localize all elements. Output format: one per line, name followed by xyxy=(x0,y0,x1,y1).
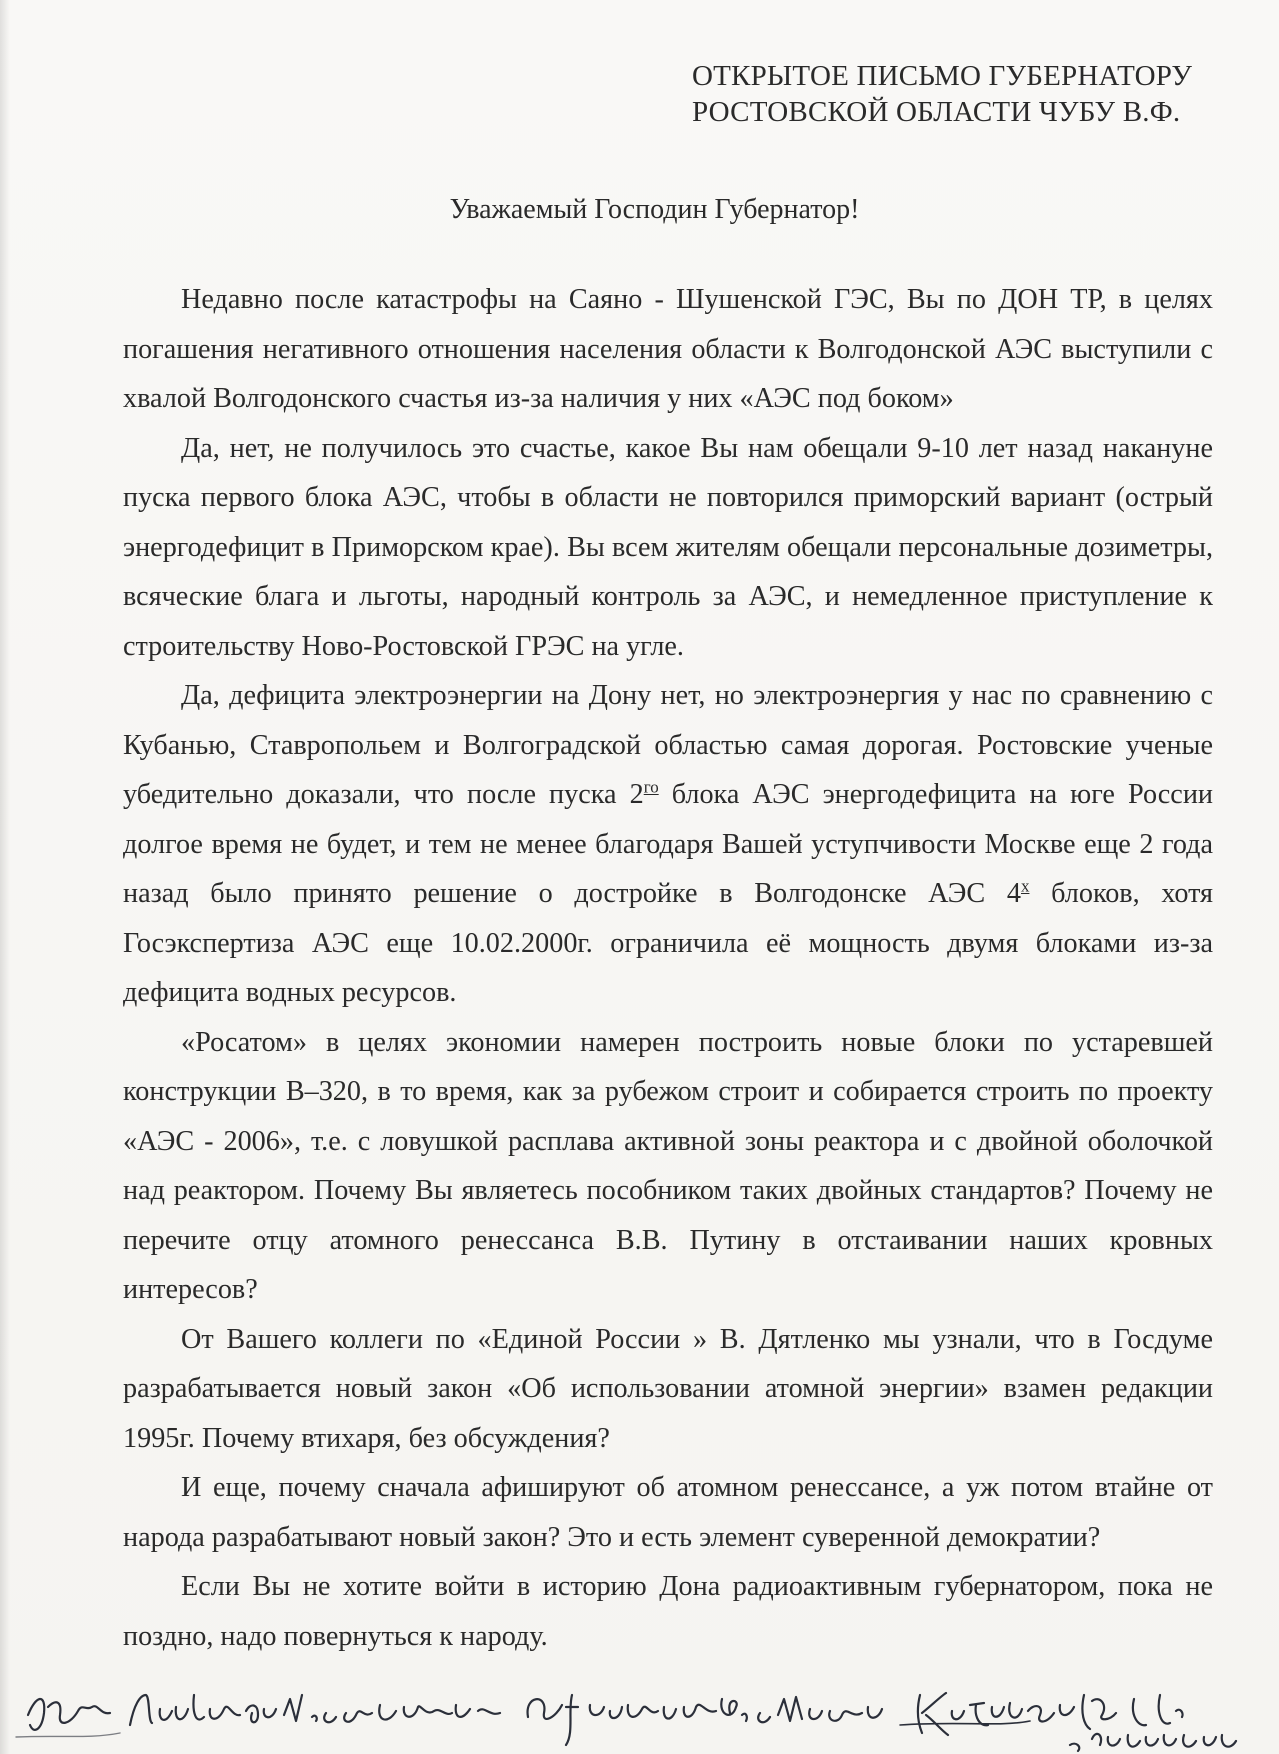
paragraph-2: Да, нет, не получилось это счастье, какое Вы нам обещали 9-10 лет назад накануне пуска первого блока АЭС, чтобы в области не повторился приморский вариант (острый энергодефицит в Приморском крае). Вы всем жителям обещали персональные дозиметры, всяческие блага и льготы, народный контроль за АЭС, и немедленное приступление к строительству Ново-Ростовской ГРЭС на угле. xyxy=(123,432,1213,662)
paragraph-4: «Росатом» в целях экономии намерен построить новые блоки по устаревшей конструкции В–320, в то время, как за рубежом строит и собирается строить по проекту «АЭС - 2006», т.е. с ловушкой расплава активной зоны реактора и с двойной оболочкой над реактором. Почему Вы являетесь пособником таких двойных стандартов? Почему не перечите отцу атомного ренессанса В.В. Путину в отстаивании наших кровных интересов? xyxy=(123,1026,1213,1305)
paragraph-7: Если Вы не хотите войти в историю Дона радиоактивным губернатором, пока не поздно, надо повернуться к народу. xyxy=(123,1571,1213,1652)
superscript-go: го xyxy=(643,777,659,797)
salutation: Уважаемый Господин Губернатор! xyxy=(449,194,860,225)
signature-ink xyxy=(0,1655,1279,1754)
paragraph-6: И еще, почему сначала афишируют об атомном ренессансе, а уж потом втайне от народа разрабатывают новый закон? Это и есть элемент суверенной демократии? xyxy=(123,1472,1213,1553)
header-line-2: РОСТОВСКОЙ ОБЛАСТИ ЧУБУ В.Ф. xyxy=(692,96,1181,128)
scan-edge-shadow xyxy=(0,0,10,1754)
paragraph-3-part-3: блоков, хотя Госэкспертиза АЭС еще 10.02.2000г. ограничила её мощность двумя блоками из-за дефицита водных ресурсов. xyxy=(123,878,1213,1008)
letter-body xyxy=(123,275,1213,1661)
paragraph-1: Недавно после катастрофы на Саяно - Шушенской ГЭС, Вы по ДОН ТР, в целях погашения негативного отношения населения области к Волгодонской АЭС выступили с хвалой Волгодонского счастья из-за наличия у них «АЭС под боком» xyxy=(123,284,1213,414)
superscript-kh: х xyxy=(1021,876,1030,896)
paragraph-3 xyxy=(123,671,1213,1018)
paragraph-3-part-2: блока АЭС энергодефицита на юге России долгое время не будет, и тем не менее благодаря Вашей уступчивости Москве еще 2 года назад было принято решение о достройке в Волгодонске АЭС 4 xyxy=(123,779,1213,909)
handwritten-signatures xyxy=(0,1655,1279,1754)
paragraph-5: От Вашего коллеги по «Единой России » В. Дятленко мы узнали, что в Госдуме разрабатывается новый закон «Об использовании атомной энергии» взамен редакции 1995г. Почему втихаря, без обсуждения? xyxy=(123,1323,1213,1454)
letter-header xyxy=(692,58,1192,130)
paragraph-3-part-1: Да, дефицита электроэнергии на Дону нет, но электроэнергия у нас по сравнению с Кубанью, Ставропольем и Волгоградской областью самая дорогая. Ростовские ученые убедительно доказали, что после пуска 2 xyxy=(123,680,1213,810)
header-line-1: ОТКРЫТОЕ ПИСЬМО ГУБЕРНАТОРУ xyxy=(692,60,1193,92)
